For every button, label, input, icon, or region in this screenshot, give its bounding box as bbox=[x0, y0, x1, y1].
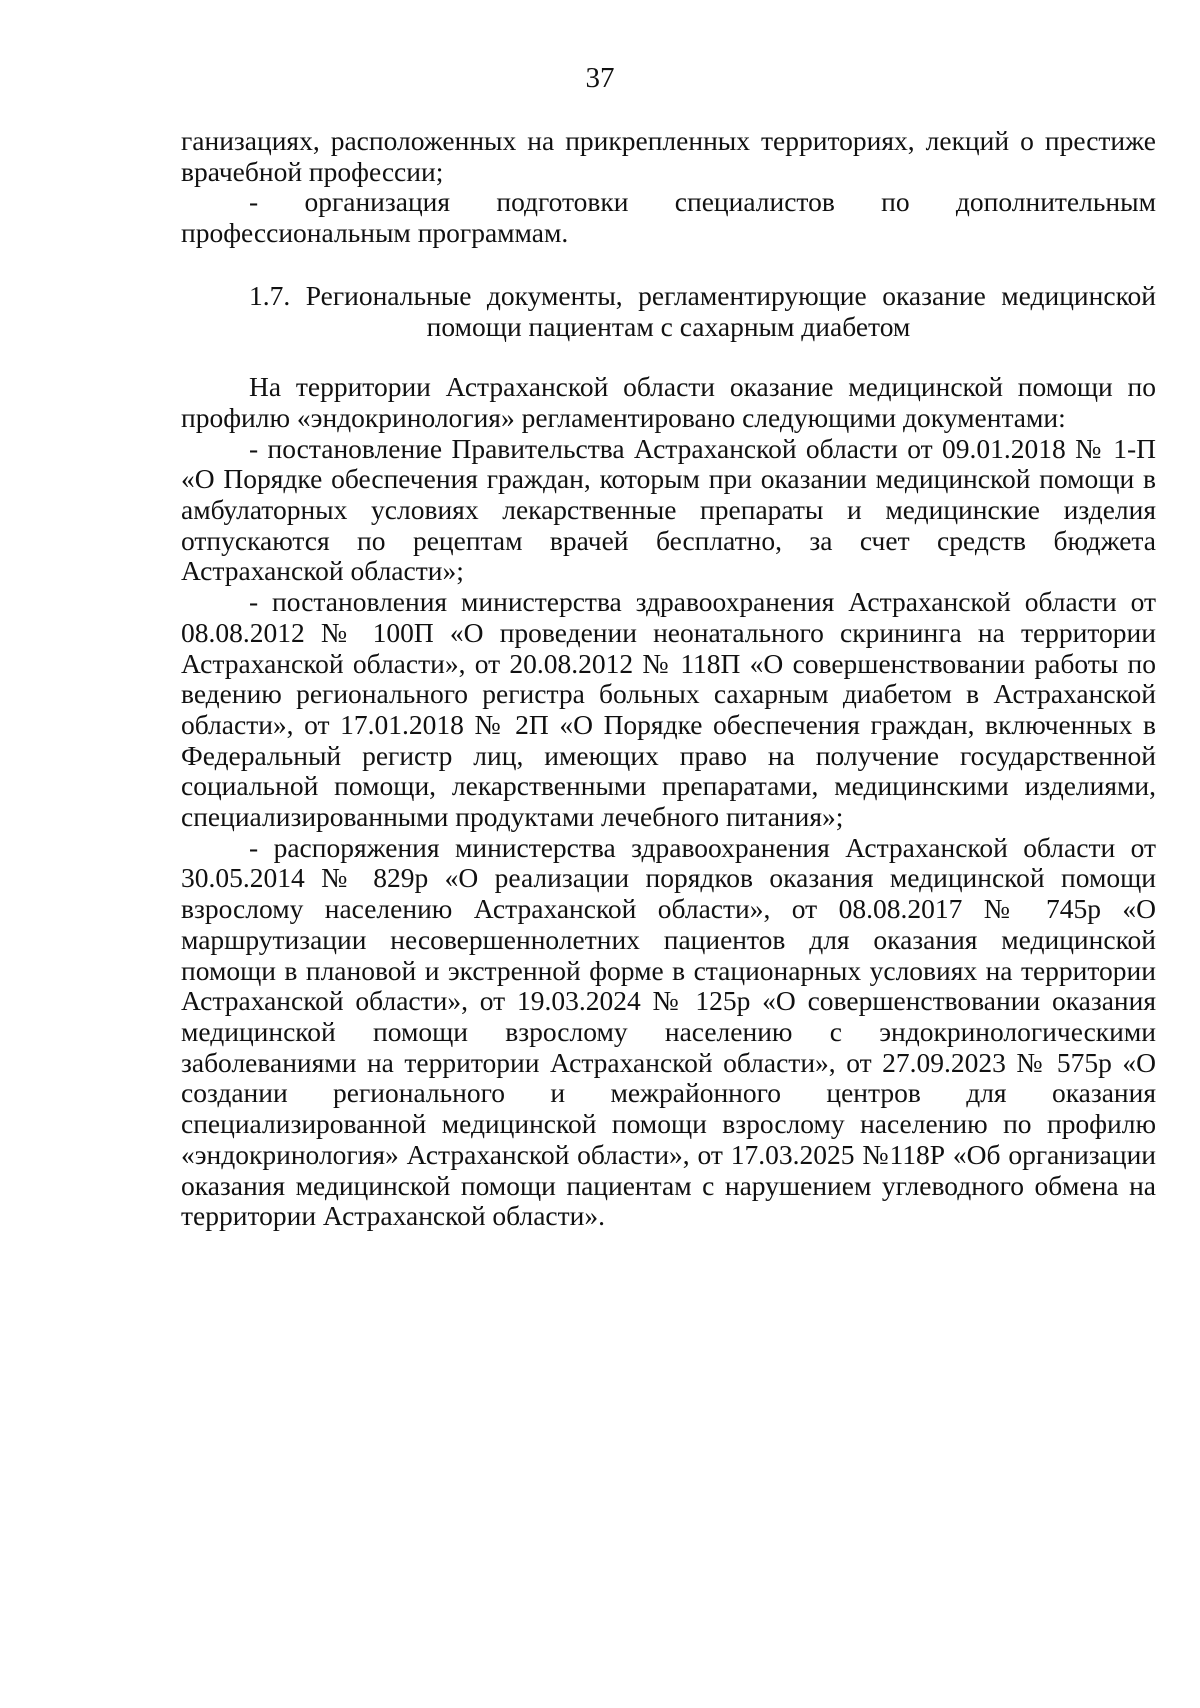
paragraph-ministry-resolutions: - постановления министерства здравоохранения Астраханской области от 08.08.2012 № 100П «О проведении неонатального скрининга на территории Астраханской области», от 20.08.2012 № 118П «О совершенствовании работы по ведению регионального регистра больных сахарным диабетом в Астраханской области», от 17.01.2018 № 2П «О Порядке обеспечения граждан, включенных в Федеральный регистр лиц, имеющих право на получение государственной социальной помощи, лекарственными препаратами, медицинскими изделиями, специализированными продуктами лечебного питания»; bbox=[181, 586, 1156, 833]
paragraph-ministry-orders: - распоряжения министерства здравоохранения Астраханской области от 30.05.2014 № 829р «О реализации порядков оказания медицинской помощи взрослому населению Астраханской области», от 08.08.2017 № 745р «О маршрутизации несовершеннолетних пациентов для оказания медицинской помощи в плановой и экстренной форме в стационарных условиях на территории Астраханской области», от 19.03.2024 № 125р «О совершенствовании оказания медицинской помощи взрослому населению с эндокринологическими заболеваниями на территории Астраханской области», от 27.09.2023 № 575р «О создании регионального и межрайонного центров для оказания специализированной медицинской помощи взрослому населению по профилю «эндокринология» Астраханской области», от 17.03.2025 №118Р «Об организации оказания медицинской помощи пациентам с нарушением углеводного обмена на территории Астраханской области». bbox=[181, 831, 1156, 1232]
paragraph-continuation: ганизациях, расположенных на прикрепленных территориях, лекций о престиже врачебной профессии; bbox=[181, 125, 1156, 187]
section-heading: 1.7. Региональные документы, регламентирующие оказание медицинской помощи пациентам с сахарным диабетом bbox=[249, 279, 1156, 342]
paragraph-government-resolution: - постановление Правительства Астраханской области от 09.01.2018 № 1-П «О Порядке обеспечения граждан, которым при оказании медицинской помощи в амбулаторных условиях лекарственные препараты и медицинские изделия отпускаются по рецептам врачей бесплатно, за счет средств бюджета Астраханской области»; bbox=[181, 432, 1156, 587]
document-body bbox=[181, 126, 1156, 1232]
page-number: 37 bbox=[585, 62, 615, 94]
paragraph-intro: На территории Астраханской области оказание медицинской помощи по профилю «эндокринология» регламентировано следующими документами: bbox=[181, 371, 1156, 433]
paragraph-training-item: - организация подготовки специалистов по дополнительным профессиональным программам. bbox=[181, 186, 1156, 249]
